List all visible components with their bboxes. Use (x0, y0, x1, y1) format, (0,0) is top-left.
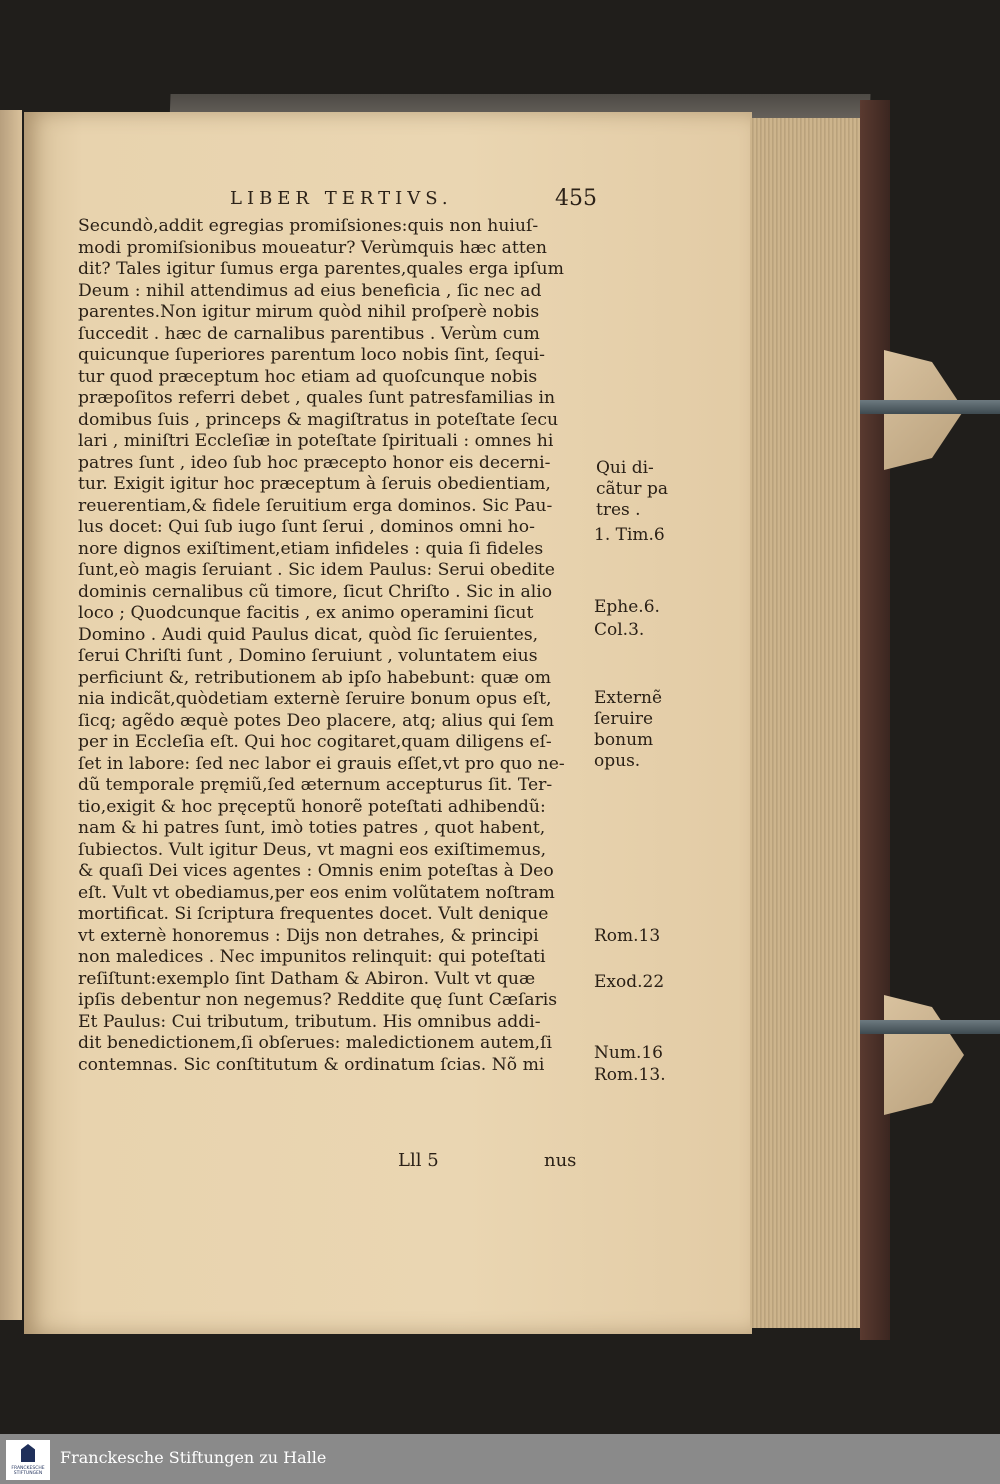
text-line: quicunque ſuperiores parentum loco nobis ſint, ſequi- (78, 345, 545, 365)
text-line: tio,exigit & hoc pręceptũ honorẽ poteſtati adhibendũ: (78, 796, 546, 817)
text-line: Secundò,addit egregias promiſsiones:quis non huiuſ- (78, 216, 539, 236)
text-line: perficiunt &, retributionem ab ipſo habebunt: quæ om (78, 667, 552, 688)
text-line: nam & hi patres ſunt, imò toties patres , quot habent, (78, 818, 546, 838)
text-line: nore dignos exiſtiment,etiam infideles : quia ſi fideles (78, 538, 544, 559)
catchword: nus (544, 1150, 577, 1171)
text-line: lari , miniſtri Eccleſiæ in poteſtate ſpirituali : omnes hi (78, 431, 554, 451)
text-line: dit? Tales igitur ſumus erga parentes,quales erga ipſum (78, 259, 564, 279)
institution-name: Franckesche Stiftungen zu Halle (60, 1448, 327, 1467)
text-line: tur. Exigit igitur hoc præceptum à ſeruis obedientiam, (78, 474, 551, 494)
text-line: lus docet: Qui ſub iugo ſunt ſerui , dominos omni ho- (78, 517, 535, 537)
text-line: reſiſtunt:exemplo ſint Datham & Abiron. Vult vt quæ (78, 968, 536, 989)
signature-mark: Lll 5 (398, 1150, 439, 1171)
text-line: vt externè honoremus : Dijs non detrahes, & principi (78, 925, 539, 946)
margin-note-qui-dicatur: Qui di- cãtur pa tres . (596, 458, 668, 520)
text-line: Deum : nihil attendimus ad eius beneficia , ſic nec ad (78, 280, 542, 301)
institution-logo (6, 1440, 50, 1480)
text-line: & quaſi Dei vices agentes : Omnis enim poteſtas à Deo (78, 861, 554, 881)
margin-note-tim: 1. Tim.6 (594, 525, 665, 545)
text-line: ſicq; agẽdo æquè potes Deo placere, atq; alius qui ſem (78, 710, 555, 731)
text-line: tur quod præceptum hoc etiam ad quoſcunque nobis (78, 366, 538, 387)
margin-note-ephe: Ephe.6. (594, 597, 660, 617)
text-line: modi promiſsionibus moueatur? Verùmquis hæc atten (78, 237, 547, 258)
running-head: LIBER TERTIVS. (230, 188, 453, 209)
margin-note-col: Col.3. (594, 620, 645, 640)
margin-note-exod: Exod.22 (594, 972, 665, 992)
text-line: ſerui Chriſti ſunt , Domino ſeruiunt , voluntatem eius (78, 646, 538, 666)
book-cover-right (860, 100, 890, 1340)
text-line: Domino . Audi quid Paulus dicat, quòd ſic ſeruientes, (78, 624, 539, 645)
text-line: præpoſitos referri debet , quales ſunt patresfamilias in (78, 388, 556, 408)
margin-note-num: Num.16 (594, 1043, 663, 1063)
text-line: reuerentiam,& fidele ſeruitium erga dominos. Sic Pau- (78, 495, 553, 516)
page-number: 455 (555, 186, 597, 211)
text-line: Et Paulus: Cui tributum, tributum. His omnibus addi- (78, 1011, 541, 1032)
text-line: ſet in labore: ſed nec labor ei grauis eſſet,vt pro quo ne- (78, 753, 565, 774)
clasp-bar-upper (860, 400, 1000, 414)
body-text (78, 216, 598, 1076)
text-line: dit benedictionem,ſi obſerues: maledictionem autem,ſi (78, 1033, 553, 1053)
left-page-edge (0, 110, 22, 1320)
text-line: ſunt,eò magis ſeruiant . Sic idem Paulus: Serui obedite (78, 560, 555, 580)
text-line: contemnas. Sic conſtitutum & ordinatum ſcias. Nõ mi (78, 1054, 545, 1075)
text-line: parentes.Non igitur mirum quòd nihil proſperè nobis (78, 302, 540, 322)
logo-text: FRANCKESCHE STIFTUNGEN (11, 1466, 45, 1476)
text-line: dominis cernalibus cũ timore, ſicut Chriſto . Sic in alio (78, 581, 553, 602)
text-line: mortificat. Si ſcriptura frequentes docet. Vult denique (78, 904, 549, 924)
text-line: non maledices . Nec impunitos relinquit: qui poteſtati (78, 947, 546, 967)
text-line: per in Eccleſia eſt. Qui hoc cogitaret,quam diligens eſ- (78, 732, 552, 752)
text-line: ipſis debentur non negemus? Reddite quę ſunt Cæſaris (78, 990, 558, 1010)
margin-note-rom13b: Rom.13. (594, 1065, 666, 1085)
page-edges (750, 118, 862, 1328)
building-icon (21, 1444, 35, 1462)
clasp-lower (884, 995, 964, 1115)
text-line: domibus ſuis , princeps & magiſtratus in poteſtate ſecu (78, 409, 559, 430)
text-line: eſt. Vult vt obediamus,per eos enim volũtatem noſtram (78, 882, 555, 903)
text-line: ſuccedit . hæc de carnalibus parentibus . Verùm cum (78, 323, 540, 344)
text-line: dũ temporale pręmiũ,ſed æternum accepturus ſit. Ter- (78, 775, 553, 795)
text-line: patres ſunt , ideo ſub hoc præcepto honor eis decerni- (78, 452, 551, 473)
text-line: loco ; Quodcunque facitis , ex animo operamini ſicut (78, 603, 534, 623)
text-line: ſubiectos. Vult igitur Deus, vt magni eos exiſtimemus, (78, 839, 547, 860)
clasp-bar-lower (860, 1020, 1000, 1034)
margin-note-externe: Externẽ ſeruire bonum opus. (594, 688, 663, 771)
text-line: nia indicãt,quòdetiam externè ſeruire bonum opus eſt, (78, 689, 552, 709)
margin-note-rom13a: Rom.13 (594, 926, 661, 946)
